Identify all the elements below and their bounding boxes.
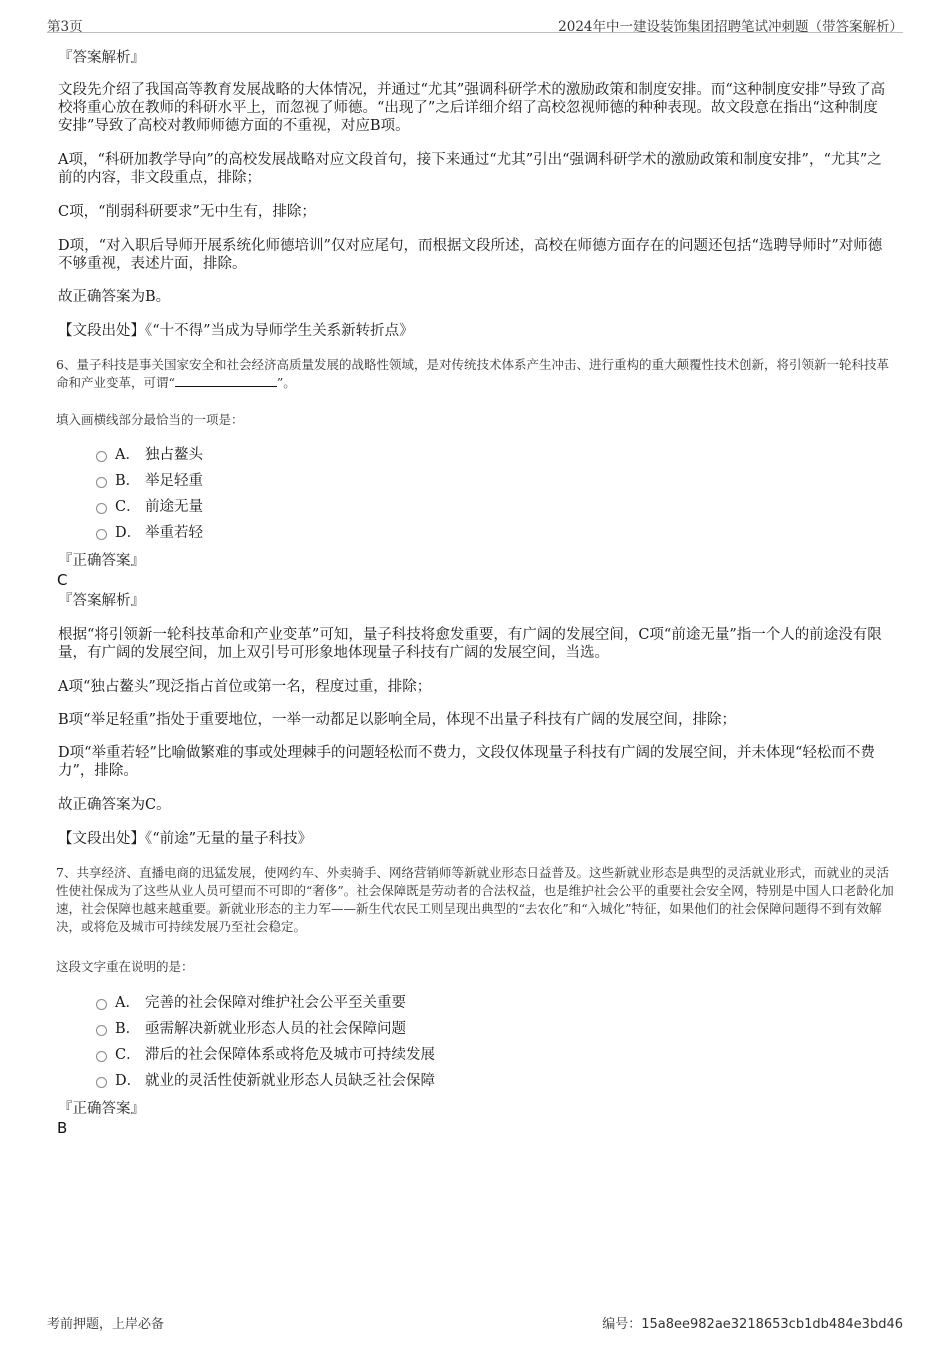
q5-source: 【文段出处】《“十不得”当成为导师学生关系新转折点》 [58,323,414,339]
q7-correct-label: 『正确答案』 [58,1101,145,1117]
fill-blank-line [175,374,277,387]
q5-analysis-paragraph: C项，“削弱科研要求”无中生有，排除； [58,204,316,220]
q7-correct-answer: B [57,1119,68,1137]
q5-analysis-paragraph: A项，“科研加教学导向”的高校发展战略对应文段首句，接下来通过“尤其”引出“强调科研学术的激励政策和制度安排”，“尤其”之前的内容，非文段重点，排除； [58,152,882,186]
q6-prompt: 填入画横线部分最恰当的一项是： [56,412,244,427]
q6-source: 【文段出处】《“前途”无量的量子科技》 [58,831,313,847]
q6-analysis-paragraph: 根据“将引领新一轮科技革命和产业变革”可知，量子科技将愈发重要，有广阔的发展空间，C项“前途无量”指一个人的前途没有限量，有广阔的发展空间，加上双引号可形象地体现量子科技有广阔的发展空间，当选。 [58,627,882,661]
q6-correct-label: 『正确答案』 [58,553,145,569]
q6-correct-answer: C [57,571,68,589]
document-title: 2024年中一建设装饰集团招聘笔试冲刺题（带答案解析） [558,19,903,35]
q6-stem: 6、量子科技是事关国家安全和社会经济高质量发展的战略性领域，是对传统技术体系产生冲击、进行重构的重大颠覆性技术创新，将引领新一轮科技革命和产业变革，可谓“ ”。 [56,357,889,390]
radio-button-icon[interactable] [96,1051,107,1062]
page-header [47,10,903,33]
page-number: 第3页 [47,19,83,35]
footer-slogan: 考前押题，上岸必备 [47,1317,165,1332]
q6-analysis-label: 『答案解析』 [58,593,145,609]
radio-button-icon[interactable] [96,999,107,1010]
radio-button-icon[interactable] [96,503,107,514]
q6-analysis-paragraph: D项“举重若轻”比喻做繁难的事或处理棘手的问题轻松而不费力，文段仅体现量子科技有广阔的发展空间，并未体现“轻松而不费力”，排除。 [58,745,875,779]
radio-button-icon[interactable] [96,1025,107,1036]
q6-conclusion: 故正确答案为C。 [58,797,171,813]
radio-button-icon[interactable] [96,529,107,540]
q7-prompt: 这段文字重在说明的是： [56,959,194,974]
q7-stem: 7、共享经济、直播电商的迅猛发展，使网约车、外卖骑手、网络营销师等新就业形态日益普及。这些新就业形态是典型的灵活就业形式，而就业的灵活性使社保成为了这些从业人员可望而不可即的“奢侈”。社会保障既是劳动者的合法权益，也是维护社会公平的重要社会安全网，特别是中国人口老龄化加速，社会保障也越来越重要。新就业形态的主力军——新生代农民工则呈现出典型的“去农化”和“入城化”特征，如果他们的社会保障问题得不到有效解决，或将危及城市可持续发展乃至社会稳定。 [56,865,894,934]
q5-analysis-label: 『答案解析』 [58,50,145,66]
q5-analysis-paragraph: 文段先介绍了我国高等教育发展战略的大体情况，并通过“尤其”强调科研学术的激励政策和制度安排。而“这种制度安排”导致了高校将重心放在教师的科研水平上，而忽视了师德。“出现了”之后详细介绍了高校忽视师德的种种表现。故文段意在指出“这种制度安排”导致了高校对教师师德方面的不重视，对应B项。 [58,82,886,134]
document-code: 编号：15a8ee982ae3218653cb1db484e3bd46 [602,1317,903,1332]
radio-button-icon[interactable] [96,1077,107,1088]
q6-analysis-paragraph: A项“独占鳌头”现泛指占首位或第一名，程度过重，排除； [58,679,432,695]
q6-analysis-paragraph: B项“举足轻重”指处于重要地位，一举一动都足以影响全局，体现不出量子科技有广阔的发展空间，排除； [58,712,736,728]
q5-analysis-paragraph: D项，“对入职后导师开展系统化师德培训”仅对应尾句，而根据文段所述，高校在师德方面存在的问题还包括“选聘导师时”对师德不够重视，表述片面，排除。 [58,238,883,272]
page-footer [47,1313,903,1331]
q5-conclusion: 故正确答案为B。 [58,289,171,305]
radio-button-icon[interactable] [96,451,107,462]
radio-button-icon[interactable] [96,477,107,488]
